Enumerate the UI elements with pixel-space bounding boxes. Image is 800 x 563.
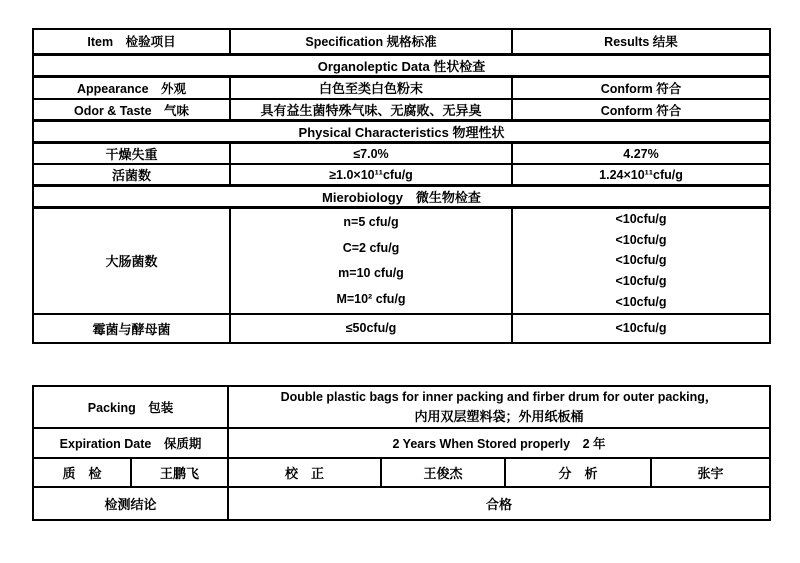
calibration-name-cell: 王俊杰 [381, 458, 505, 487]
row-mold-yeast [33, 314, 770, 343]
analysis-label-cell: 分 析 [505, 458, 651, 487]
qc-label-cell: 质 检 [33, 458, 131, 487]
section-row-physical [33, 121, 770, 143]
calibration-label-cell: 校 正 [228, 458, 381, 487]
coliform-spec-line: C=2 cfu/g [342, 240, 400, 255]
viable-count-result-cell: 1.24×10¹¹cfu/g [512, 164, 770, 186]
conclusion-value-cell: 合格 [228, 487, 770, 520]
row-appearance [33, 76, 770, 99]
coliform-spec-line: m=10 cfu/g [338, 266, 404, 281]
inspection-header-row [33, 29, 770, 54]
loss-on-drying-spec-cell: ≤7.0% [230, 143, 512, 165]
coliform-spec-cell [230, 208, 512, 314]
inspection-table [32, 28, 771, 344]
row-odor-taste [33, 99, 770, 121]
packing-value-cell [228, 386, 770, 428]
appearance-result-cell: Conform 符合 [512, 76, 770, 99]
section-row-organoleptic [33, 54, 770, 76]
coliform-item-cell: 大肠菌数 [33, 208, 230, 314]
row-viable-count [33, 164, 770, 186]
conclusion-label-cell: 检测结论 [33, 487, 228, 520]
coliform-result-line: <10cfu/g [615, 232, 667, 247]
coliform-result-cell [512, 208, 770, 314]
viable-count-item-cell: 活菌数 [33, 164, 230, 186]
odor-spec-cell: 具有益生菌特殊气味、无腐败、无异臭 [230, 99, 512, 121]
column-header-specification: Specification 规格标准 [230, 29, 512, 54]
coliform-result-line: <10cfu/g [615, 212, 667, 227]
coliform-result-line: <10cfu/g [615, 274, 667, 289]
row-coliform [33, 208, 770, 314]
loss-on-drying-result-cell: 4.27% [512, 143, 770, 165]
section-row-microbiology [33, 186, 770, 208]
section-title-microbiology: Mierobiology 微生物检查 [33, 186, 770, 208]
appearance-spec-cell: 白色至类白色粉末 [230, 76, 512, 99]
packing-label-cell: Packing 包装 [33, 386, 228, 428]
expiration-label-cell: Expiration Date 保质期 [33, 428, 228, 458]
mold-yeast-result-cell: <10cfu/g [512, 314, 770, 343]
packing-line-english: Double plastic bags for inner packing and firber drum for outer packing， [280, 390, 718, 404]
column-header-results: Results 结果 [512, 29, 770, 54]
odor-item-cell: Odor & Taste 气味 [33, 99, 230, 121]
row-signatures [33, 458, 770, 487]
viable-count-spec-cell: ≥1.0×10¹¹cfu/g [230, 164, 512, 186]
row-conclusion [33, 487, 770, 520]
section-title-physical: Physical Characteristics 物理性状 [33, 121, 770, 143]
coliform-spec-line: n=5 cfu/g [343, 214, 399, 229]
appearance-item-cell: Appearance 外观 [33, 76, 230, 99]
qc-name-cell: 王鹏飞 [131, 458, 228, 487]
coliform-result-line: <10cfu/g [615, 294, 667, 309]
analysis-name-cell: 张宇 [651, 458, 770, 487]
coliform-spec-line: M=10² cfu/g [336, 292, 406, 307]
coliform-spec-lines [233, 209, 509, 313]
packing-line-chinese: 内用双层塑料袋；外用纸板桶 [414, 409, 584, 424]
section-title-organoleptic: Organoleptic Data 性状检查 [33, 54, 770, 76]
mold-yeast-spec-cell: ≤50cfu/g [230, 314, 512, 343]
column-header-item: Item 检验项目 [33, 29, 230, 54]
loss-on-drying-item-cell: 干燥失重 [33, 143, 230, 165]
row-packing [33, 386, 770, 428]
mold-yeast-item-cell: 霉菌与酵母菌 [33, 314, 230, 343]
coliform-result-lines [515, 209, 767, 313]
info-table [32, 385, 771, 521]
expiration-value-cell: 2 Years When Stored properly 2 年 [228, 428, 770, 458]
row-loss-on-drying [33, 143, 770, 165]
odor-result-cell: Conform 符合 [512, 99, 770, 121]
coliform-result-line: <10cfu/g [615, 253, 667, 268]
row-expiration [33, 428, 770, 458]
